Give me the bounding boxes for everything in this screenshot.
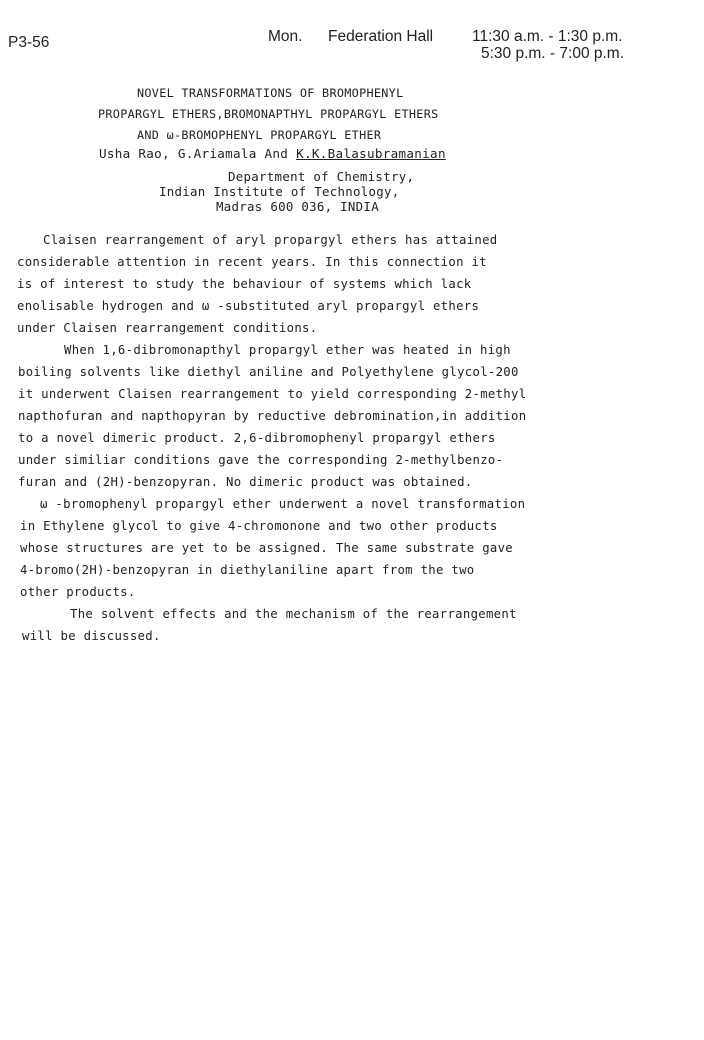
abstract-line: under Claisen rearrangement conditions. bbox=[17, 321, 318, 335]
abstract-line: to a novel dimeric product. 2,6-dibromophenyl propargyl ethers bbox=[18, 431, 496, 445]
abstract-line: is of interest to study the behaviour of systems which lack bbox=[17, 277, 472, 291]
abstract-line: will be discussed. bbox=[22, 629, 161, 643]
affiliation-line-3: Madras 600 036, INDIA bbox=[216, 199, 379, 214]
abstract-line: The solvent effects and the mechanism of the rearrangement bbox=[70, 607, 517, 621]
session-day: Mon. bbox=[268, 28, 303, 45]
authors-plain: Usha Rao, G.Ariamala And bbox=[99, 146, 297, 161]
session-venue: Federation Hall bbox=[328, 28, 434, 45]
session-times bbox=[472, 28, 624, 62]
session-header bbox=[0, 26, 704, 66]
abstract-line: When 1,6-dibromonapthyl propargyl ether was heated in high bbox=[64, 343, 511, 357]
abstract-line: it underwent Claisen rearrangement to yield corresponding 2-methyl bbox=[18, 387, 527, 401]
affiliation-line-1: Department of Chemistry, bbox=[228, 169, 415, 184]
poster-code: P3-56 bbox=[8, 34, 50, 51]
session-time-1: 11:30 a.m. - 1:30 p.m. bbox=[472, 28, 623, 45]
abstract-line: in Ethylene glycol to give 4-chromonone and two other products bbox=[20, 519, 498, 533]
title-line-1: NOVEL TRANSFORMATIONS OF BROMOPHENYL bbox=[137, 86, 404, 100]
presenting-author: K.K.Balasubramanian bbox=[296, 146, 446, 161]
abstract-line: napthofuran and napthopyran by reductive debromination,in addition bbox=[18, 409, 527, 423]
abstract-line: Claisen rearrangement of aryl propargyl ethers has attained bbox=[43, 233, 498, 247]
session-time-2: 5:30 p.m. - 7:00 p.m. bbox=[481, 45, 625, 62]
abstract-line: other products. bbox=[20, 585, 136, 599]
abstract-line: 4-bromo(2H)-benzopyran in diethylaniline apart from the two bbox=[20, 563, 475, 577]
title-line-2: PROPARGYL ETHERS,BROMONAPTHYL PROPARGYL ETHERS bbox=[98, 107, 439, 121]
abstract-line: whose structures are yet to be assigned. The same substrate gave bbox=[20, 541, 514, 555]
abstract-line: enolisable hydrogen and ω -substituted aryl propargyl ethers bbox=[17, 299, 480, 313]
abstract-line: under similiar conditions gave the corresponding 2-methylbenzo- bbox=[18, 453, 504, 467]
abstract-line: boiling solvents like diethyl aniline and Polyethylene glycol-200 bbox=[18, 365, 519, 379]
abstract-line: considerable attention in recent years. In this connection it bbox=[17, 255, 487, 269]
abstract-line: ω -bromophenyl propargyl ether underwent a novel transformation bbox=[40, 497, 526, 511]
author-list bbox=[99, 146, 446, 161]
abstract-line: furan and (2H)-benzopyran. No dimeric product was obtained. bbox=[18, 475, 473, 489]
affiliation-line-2: Indian Institute of Technology, bbox=[159, 184, 400, 199]
title-line-3: AND ω-BROMOPHENYL PROPARGYL ETHER bbox=[137, 128, 382, 142]
